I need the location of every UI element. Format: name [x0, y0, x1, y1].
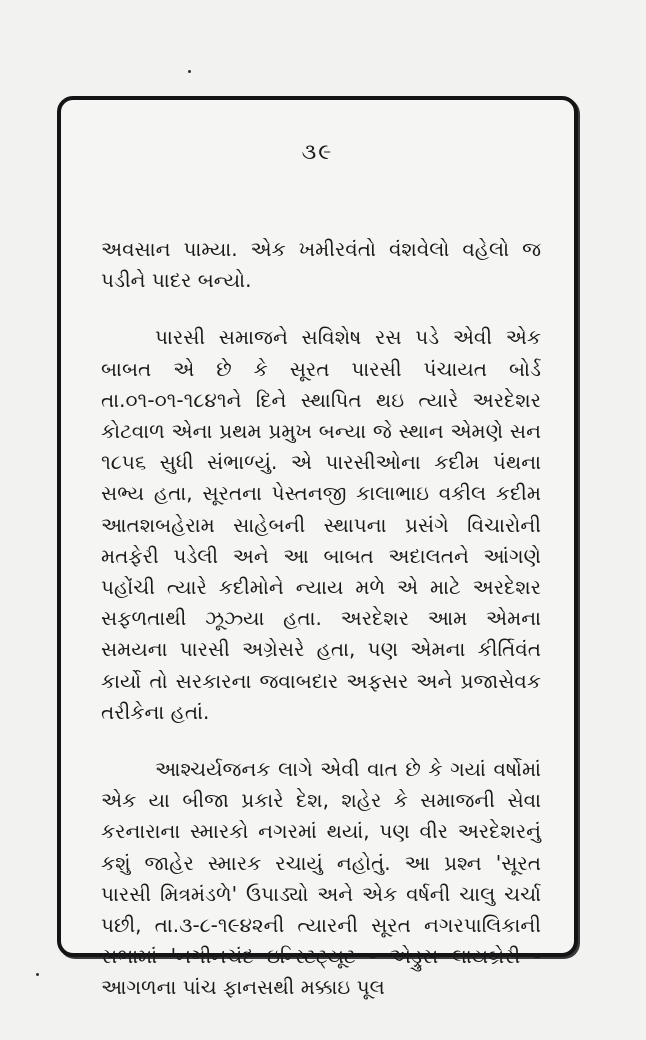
paragraph-panchayat: પારસી સમાજને સવિશેષ રસ પડે એવી એક બાબત એ છે કે સૂરત પારસી પંચાયત બોર્ડ તા.૦૧-૦૧-૧૮૪૧ને દિને સ્થાપિત થઇ ત્યારે અરદેશર કોટવાળ એના પ્રથમ પ્રમુખ બન્યા જે સ્થાન એમણે સન ૧૮૫૬ સુધી સંભાળ્યું. એ પારસીઓના કદીમ પંથના સભ્ય હતા, સૂરતના પેસ્તનજી કાલાભાઇ વકીલ કદીમ આતશબહેરામ સાહેબની સ્થાપના પ્રસંગે વિચારોની મતફેરી પડેલી અને આ બાબત અદાલતને આંગણે પહોંચી ત્યારે કદીમોને ન્યાય મળે એ માટે અરદેશર સફળતાથી ઝૂઝ્યા હતા. અરદેશર આમ એમના સમયના પારસી અગ્રેસરે હતા, પણ એમના કીર્તિવંત કાર્યો તો સરકારના જવાબદાર અફસર અને પ્રજાસેવક તરીકેના હતાં.: [101, 325, 541, 724]
print-speck: [188, 70, 191, 73]
page-number: ૩૯: [301, 140, 334, 165]
page-body: [101, 234, 541, 1004]
page-border-frame: [57, 96, 578, 1000]
print-speck: [36, 973, 39, 976]
paragraph-continuation: અવસાન પામ્યા. એક ખમીરવંતો વંશવેલો વહેલો જ પડીને પાદર બન્યો.: [101, 237, 541, 293]
paragraph-memorial: આશ્ચર્યજનક લાગે એવી વાત છે કે ગયાં વર્ષોમાં એક યા બીજા પ્રકારે દેશ, શહેર કે સમાજની સેવા કરનારાના સ્મારકો નગરમાં થયાં, પણ વીર અરદેશરનું કશું જાહેર સ્મારક રચાયું નહોતું. આ પ્રશ્ન 'સૂરત પારસી મિત્રમંડળે' ઉપાડ્યો અને એક વર્ષની ચાલુ ચર્ચા પછી, તા.૩-૮-૧૯૪૨ની ત્યારની સૂરત નગરપાલિકાની સભામાં 'નગીનચંદ ઇન્સ્ટિટ્યૂટ - એડ્રુસ લાયબ્રેરી - આગળના પાંચ ફાનસથી મક્કાઇ પૂલ: [101, 757, 541, 1000]
